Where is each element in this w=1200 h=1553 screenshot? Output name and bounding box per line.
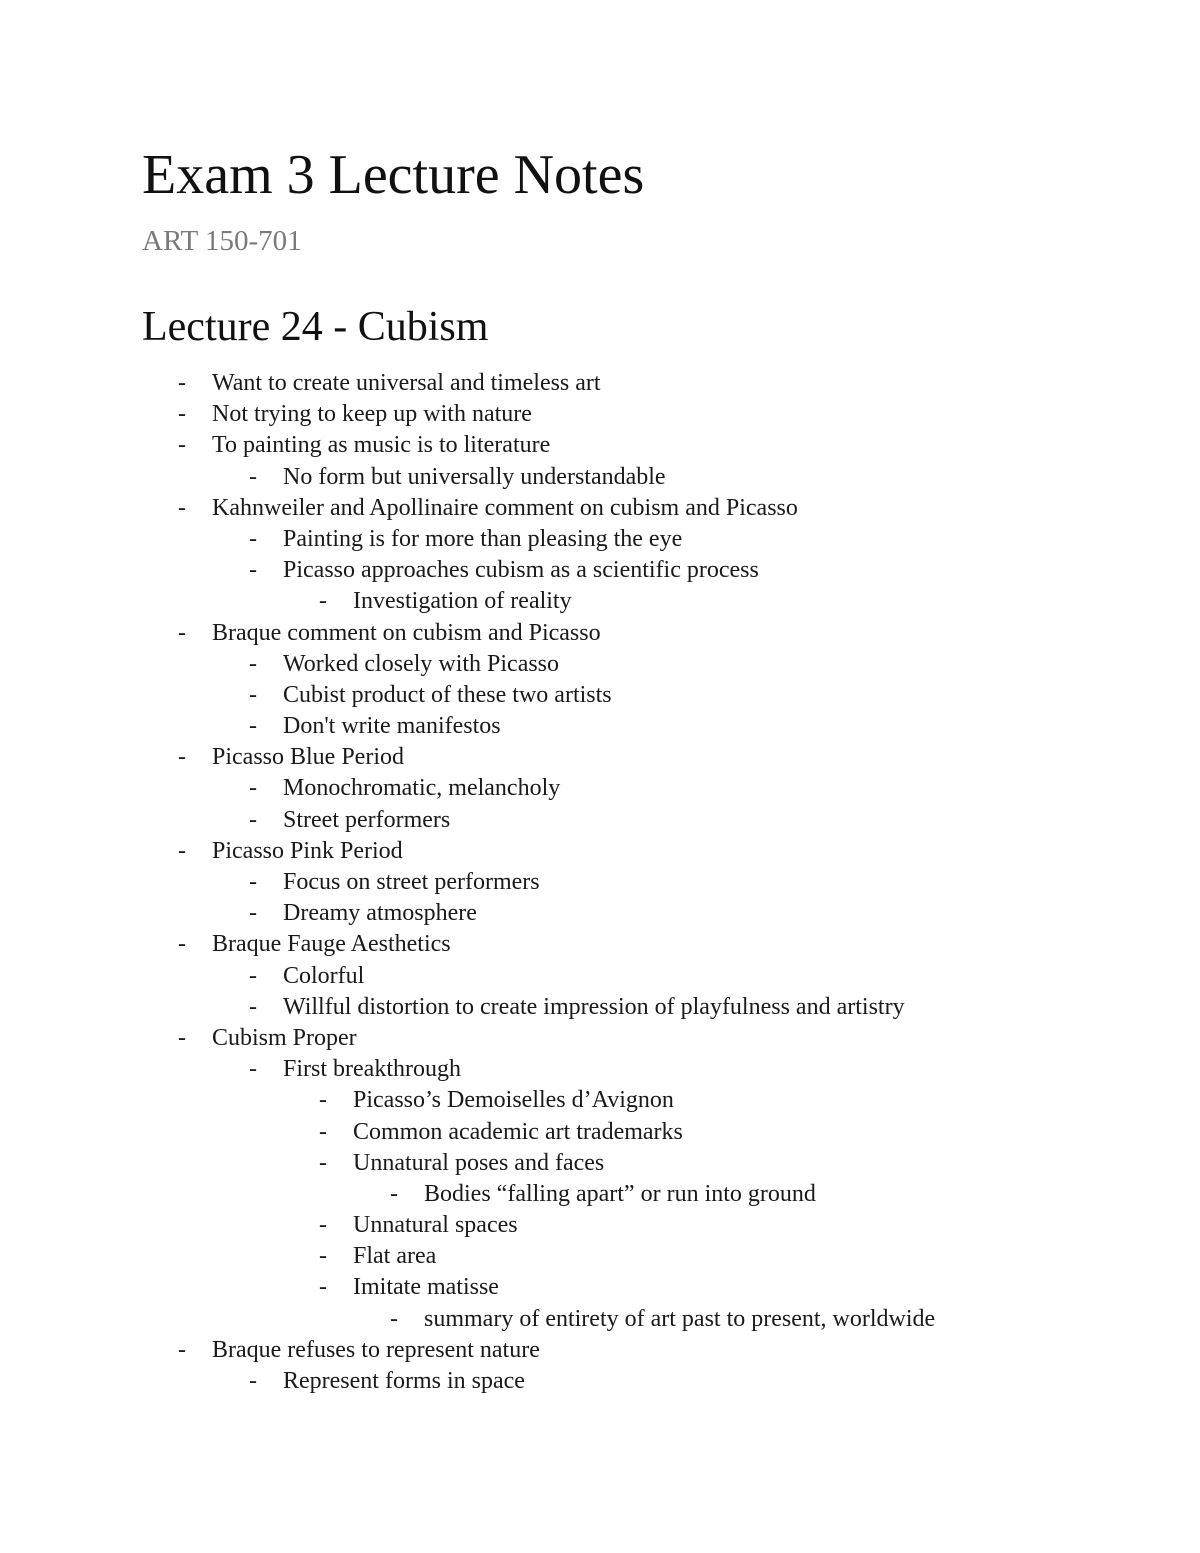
bullet-dash: - [249,713,257,740]
list-item-text: Want to create universal and timeless art [212,370,601,396]
bullet-dash: - [249,869,257,895]
list-item-text: Picasso Pink Period [212,837,403,864]
bullet-dash: - [249,681,257,708]
bullet-dash: - [319,1118,327,1145]
bullet-dash: - [178,401,186,428]
list-item [0,1335,1200,1366]
list-item-text: Worked closely with Picasso [283,650,560,677]
list-item-text: Street performers [283,806,451,833]
list-item-text: Bodies “falling apart” or run into ground [424,1180,816,1207]
list-item-text: Braque comment on cubism and Picasso [212,619,601,646]
bullet-dash: - [390,1180,398,1207]
bullet-dash: - [249,525,257,552]
list-item [0,961,1200,992]
bullet-dash: - [178,432,186,459]
list-item [0,680,1200,711]
bullet-dash: - [319,588,327,615]
bullet-dash: - [249,650,257,677]
bullet-dash: - [319,1087,327,1114]
list-item-text: Cubism Proper [212,1024,357,1051]
bullet-dash: - [249,962,257,989]
list-item-text: Painting is for more than pleasing the eye [283,525,683,552]
bullet-dash: - [178,494,186,521]
list-item-text: First breakthrough [283,1056,461,1083]
list-item [0,898,1200,929]
list-item-text: Cubist product of these two artists [283,681,612,708]
list-item [0,586,1200,617]
list-item [0,1023,1200,1054]
bullet-dash: - [249,900,257,927]
list-item [0,493,1200,524]
list-item-text: Imitate matisse [353,1274,499,1301]
list-item [0,742,1200,773]
list-item [0,555,1200,586]
list-item [0,1085,1200,1116]
bullet-dash: - [249,775,257,802]
bullet-dash: - [249,557,257,584]
list-item [0,1179,1200,1210]
document-title: Exam 3 Lecture Notes [142,144,645,206]
list-item [0,649,1200,680]
list-item-text: Braque refuses to represent nature [212,1336,540,1363]
bullet-dash: - [319,1212,327,1239]
list-item [0,992,1200,1023]
list-item-text: Unnatural poses and faces [353,1149,605,1176]
bullet-dash: - [249,806,257,833]
bullet-dash: - [390,1305,398,1332]
list-item-text: Picasso approaches cubism as a scientific process [283,557,759,584]
list-item-text: To painting as music is to literature [212,432,551,459]
list-item [0,399,1200,430]
list-item [0,1210,1200,1241]
list-item-text: Common academic art trademarks [353,1118,683,1145]
list-item [0,618,1200,649]
list-item [0,430,1200,461]
list-item [0,1366,1200,1397]
list-item [0,1304,1200,1335]
list-item-text: Dreamy atmosphere [283,900,477,927]
list-item-text: Colorful [283,962,365,989]
list-item [0,368,1200,399]
list-item-text: Kahnweiler and Apollinaire comment on cubism and Picasso [212,494,798,521]
list-item-text: Don't write manifestos [283,713,501,740]
bullet-dash: - [319,1274,327,1301]
list-item-text: Focus on street performers [283,869,540,895]
bullet-dash: - [319,1243,327,1270]
bullet-dash: - [178,837,186,864]
section-heading: Lecture 24 - Cubism [142,304,489,350]
bullet-dash: - [249,1368,257,1394]
bullet-dash: - [178,370,186,396]
list-item [0,1117,1200,1148]
list-item [0,711,1200,742]
list-item-text: Unnatural spaces [353,1212,518,1239]
list-item-text: Braque Fauge Aesthetics [212,931,451,958]
list-item-text: Willful distortion to create impression of playfulness and artistry [283,993,905,1020]
list-item-text: Picasso’s Demoiselles d’Avignon [353,1087,674,1114]
list-item [0,1148,1200,1179]
bullet-dash: - [249,1056,257,1083]
bullet-dash: - [178,744,186,771]
list-item [0,524,1200,555]
bullet-dash: - [249,463,257,490]
list-item [0,836,1200,867]
list-item-text: Represent forms in space [283,1368,525,1394]
notes-list [0,368,1200,1397]
list-item-text: Monochromatic, melancholy [283,775,561,802]
list-item [0,773,1200,804]
list-item [0,1054,1200,1085]
list-item [0,805,1200,836]
bullet-dash: - [178,1336,186,1363]
list-item [0,462,1200,493]
list-item-text: summary of entirety of art past to present, worldwide [424,1305,936,1332]
bullet-dash: - [178,931,186,958]
list-item-text: Flat area [353,1243,437,1270]
list-item-text: Not trying to keep up with nature [212,401,532,428]
list-item-text: No form but universally understandable [283,463,666,490]
list-item [0,867,1200,898]
list-item [0,1272,1200,1303]
bullet-dash: - [178,619,186,646]
document-subtitle: ART 150-701 [142,225,302,257]
list-item-text: Investigation of reality [353,588,572,615]
bullet-dash: - [178,1024,186,1051]
list-item-text: Picasso Blue Period [212,744,404,771]
bullet-dash: - [319,1149,327,1176]
list-item [0,1241,1200,1272]
bullet-dash: - [249,993,257,1020]
list-item [0,929,1200,960]
